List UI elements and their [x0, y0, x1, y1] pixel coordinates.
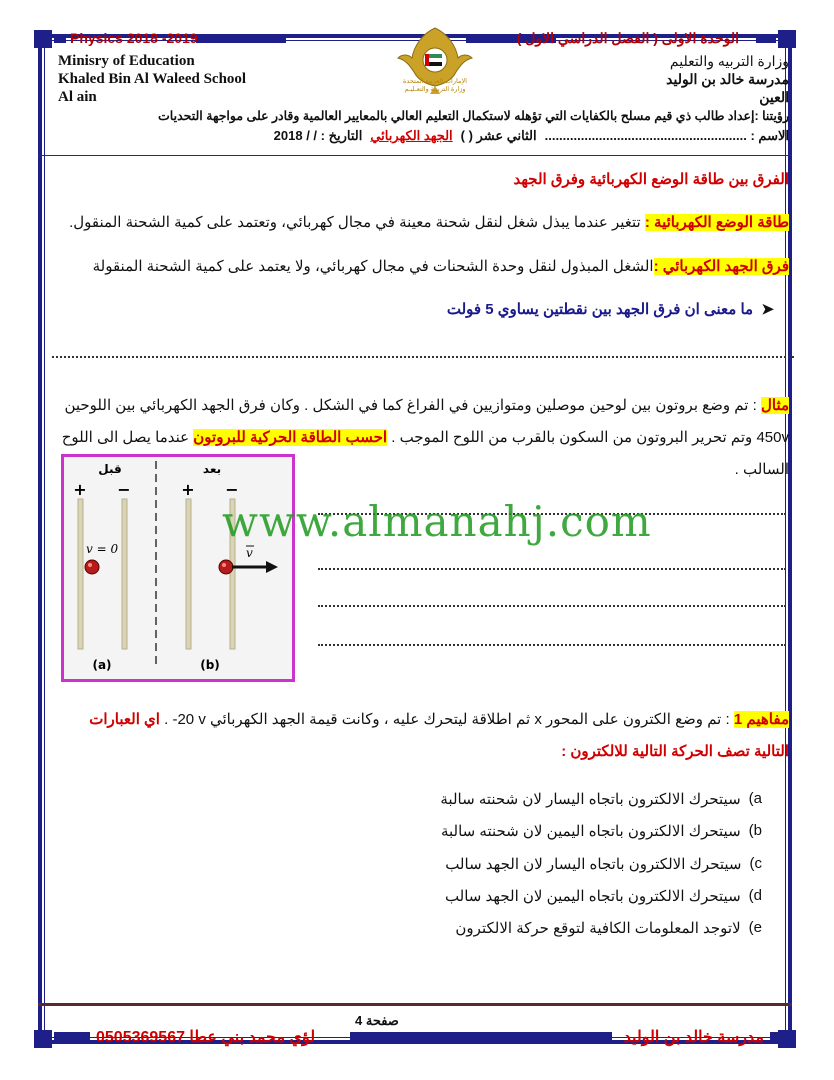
answer-line — [318, 597, 786, 607]
proton-after — [219, 560, 233, 574]
option-text: لاتوجد المعلومات الكافية لتوقع حركة الالكترون — [455, 920, 741, 937]
section-title: الفرق بين طاقة الوضع الكهربائية وفرق الجهد — [513, 171, 789, 188]
header-bar-right — [756, 35, 776, 43]
unit-title: الوحدة الاولى ( الفصل الدراسي الاول ) — [516, 30, 739, 46]
concept-line-1: مفاهيم 1 : تم وضع الكترون على المحور x ثم اطلاقة ليتحرك عليه ، وكانت قيمة الجهد الكهربائي ‎-20 v . اي العبارات — [89, 711, 789, 728]
definition-text: الشغل المبذول لنقل وحدة الشحنات في مجال كهربائي، ولا يعتمد على كمية الشحنة المنقولة — [92, 258, 654, 275]
option-letter: b) — [748, 822, 762, 839]
example-line-1: مثال : تم وضع بروتون بين لوحين موصلين ومتوازيين في الفراغ كما في الشكل . وكان فرق الجهد الكهربائي بين اللوحين — [64, 397, 789, 414]
proton-before — [85, 560, 99, 574]
definition-potential-difference — [44, 257, 789, 275]
date-label: التاريخ : / / 2018 — [273, 128, 363, 143]
definition-text: تتغير عندما يبذل شغل لنقل شحنة معينة في مجال كهربائي، وتعتمد على كمية الشحنة المنقول. — [69, 214, 645, 231]
answer-line — [52, 348, 794, 358]
option-c[interactable] — [445, 855, 762, 873]
proton-diagram — [64, 457, 292, 679]
emblem-caption: الإمارات العربية المتحدة وزارة التربيـة والتعـليـم — [403, 78, 467, 93]
teacher-contact: لؤي محمد بني عطا 0505369567 — [96, 1029, 316, 1046]
school-en: Khaled Bin Al Waleed School — [58, 71, 247, 87]
student-info-line — [44, 128, 789, 144]
answer-line — [318, 560, 786, 570]
header-divider — [38, 155, 792, 156]
physics-year-title: Physics 2018 -2019 — [70, 30, 198, 46]
watermark: www.almanahj.com — [222, 497, 652, 546]
example-line-3: السالب . — [734, 461, 789, 478]
example-line-2: 450v وتم تحرير البروتون من السكون بالقرب من اللوح الموجب . احسب الطاقة الحركية للبروتون عندما يصل الى اللوح — [61, 429, 789, 446]
page-number: صفحة 4 — [355, 1013, 399, 1028]
footer-bar-right — [770, 1032, 778, 1042]
arrow-bullet-icon: ➤ — [761, 301, 774, 318]
after-label: بعد — [202, 462, 222, 476]
option-e[interactable] — [455, 919, 762, 937]
footer-bar-left — [54, 1032, 90, 1042]
example-label: مثال — [760, 397, 789, 414]
header-bar-middle — [196, 35, 286, 43]
option-letter: e) — [748, 919, 762, 936]
option-d[interactable] — [445, 887, 762, 905]
option-text: سيتحرك الالكترون باتجاه اليسار لان شحنته سالبة — [440, 791, 741, 808]
option-text: سيتحرك الالكترون باتجاه اليمين لان الجهد سالب — [444, 888, 741, 905]
frame-corner-br — [778, 1030, 796, 1048]
question-5-volt: ➤ ما معنى ان فرق الجهد بين نقطتين يساوي 5 فولت — [446, 301, 774, 318]
grade-label: الثاني عشر ( ) — [460, 128, 537, 143]
option-letter: c) — [749, 855, 762, 872]
minus-sign-b: − — [225, 480, 239, 499]
school-info-en — [58, 52, 246, 106]
city-en: Al ain — [58, 89, 97, 105]
velocity-zero-label: v = 0 — [86, 542, 119, 556]
figure-label-a: (a) — [92, 658, 112, 672]
footer-school-name: مدرسة خالد بن الوليد — [623, 1029, 764, 1046]
school-ar: مدرسة خالد بن الوليد — [666, 71, 789, 87]
plus-sign-a: + — [73, 480, 87, 499]
vision-statement: رؤيتنا :إعداد طالب ذي قيم مسلح بالكفايات التي تؤهله لاستكمال التعليم العالي بالمعايير العالمية وقادر على مواجهة التحديات — [158, 109, 789, 123]
answer-line — [318, 636, 786, 646]
footer-bar-middle — [350, 1032, 612, 1042]
frame-corner-bl — [34, 1030, 52, 1048]
option-text: سيتحرك الالكترون باتجاه اليسار لان الجهد سالب — [445, 856, 742, 873]
ministry-en: Minisry of Education — [58, 53, 195, 69]
footer-divider — [38, 1003, 792, 1006]
option-letter: d) — [748, 887, 762, 904]
ministry-ar: وزارة التربيه والتعليم — [669, 53, 789, 69]
definition-term: طاقة الوضع الكهربائية : — [644, 214, 789, 231]
frame-corner-tl — [34, 30, 52, 48]
header-bar-left — [54, 35, 66, 43]
name-label: الاسم : ........................................................ — [544, 128, 789, 143]
parallel-plates-figure — [61, 454, 295, 682]
city-ar: العين — [759, 89, 789, 105]
option-b[interactable] — [441, 822, 762, 840]
before-label: قبل — [98, 462, 122, 476]
option-letter: a) — [748, 790, 762, 807]
frame-corner-tr — [778, 30, 796, 48]
definition-potential-energy — [44, 213, 789, 231]
concept-line-2: التالية تصف الحركة التالية للالكترون : — [561, 743, 789, 760]
option-a[interactable] — [440, 790, 762, 808]
option-text: سيتحرك الالكترون باتجاه اليمين لان شحنته سالبة — [440, 823, 741, 840]
velocity-label: v — [246, 546, 253, 560]
positive-plate-a — [78, 499, 83, 649]
topic-label: الجهد الكهربائي — [370, 128, 453, 143]
negative-plate-a — [122, 499, 127, 649]
school-info-ar — [666, 52, 789, 106]
plus-sign-b: + — [181, 480, 195, 499]
concept-label: مفاهيم 1 — [733, 711, 789, 728]
positive-plate-b — [186, 499, 191, 649]
minus-sign-a: − — [117, 480, 131, 499]
definition-term: فرق الجهد الكهربائي : — [653, 258, 789, 275]
figure-label-b: (b) — [200, 658, 220, 672]
